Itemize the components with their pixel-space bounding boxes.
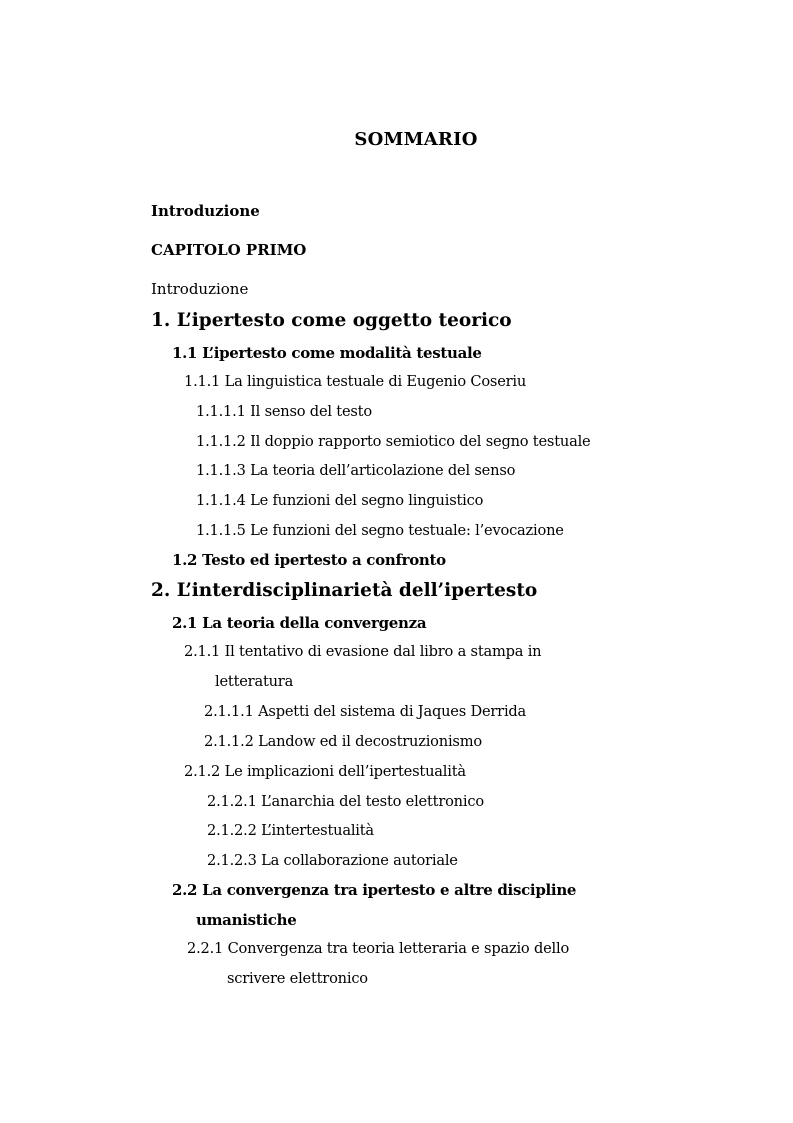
intro-heading: Introduzione	[151, 202, 260, 220]
toc-entry-1-2: 1.2 Testo ed ipertesto a confronto	[172, 551, 446, 569]
toc-entry-2-1-2-1: 2.1.2.1 L’anarchia del testo elettronico	[207, 793, 484, 810]
toc-entry-1-1-1-5: 1.1.1.5 Le funzioni del segno testuale: l’evocazione	[196, 522, 564, 539]
toc-entry-2-2-cont: umanistiche	[196, 911, 297, 929]
toc-entry-1-1: 1.1 L’ipertesto come modalità testuale	[172, 344, 482, 362]
toc-entry-1: 1. L’ipertesto come oggetto teorico	[151, 310, 512, 331]
toc-entry-1-1-1-2: 1.1.1.2 Il doppio rapporto semiotico del segno testuale	[196, 433, 591, 450]
toc-entry-2-1-2-3: 2.1.2.3 La collaborazione autoriale	[207, 852, 458, 869]
toc-entry-1-1-1: 1.1.1 La linguistica testuale di Eugenio Coseriu	[184, 373, 527, 390]
toc-entry-2: 2. L’interdisciplinarietà dell’ipertesto	[151, 580, 538, 601]
toc-entry-2-1-1-2: 2.1.1.2 Landow ed il decostruzionismo	[204, 733, 482, 750]
toc-entry-2-2-1: 2.2.1 Convergenza tra teoria letteraria e spazio dello	[187, 940, 570, 957]
toc-entry-1-1-1-1: 1.1.1.1 Il senso del testo	[196, 403, 372, 420]
toc-entry-2-1: 2.1 La teoria della convergenza	[172, 614, 427, 632]
toc-entry-2-1-1: 2.1.1 Il tentativo di evasione dal libro a stampa in	[184, 643, 542, 660]
chapter-heading: CAPITOLO PRIMO	[151, 241, 307, 259]
toc-entry-2-1-1-cont: letteratura	[215, 673, 294, 690]
chapter-intro: Introduzione	[151, 280, 249, 298]
toc-entry-2-2-1-cont: scrivere elettronico	[227, 970, 368, 987]
page-title: SOMMARIO	[354, 129, 478, 150]
toc-entry-2-1-2-2: 2.1.2.2 L’intertestualità	[207, 822, 374, 839]
toc-entry-2-1-2: 2.1.2 Le implicazioni dell’ipertestualità	[184, 763, 466, 780]
toc-entry-1-1-1-4: 1.1.1.4 Le funzioni del segno linguistico	[196, 492, 484, 509]
toc-entry-2-2: 2.2 La convergenza tra ipertesto e altre discipline	[172, 881, 577, 899]
toc-entry-1-1-1-3: 1.1.1.3 La teoria dell’articolazione del senso	[196, 462, 516, 479]
toc-entry-2-1-1-1: 2.1.1.1 Aspetti del sistema di Jaques Derrida	[204, 703, 527, 720]
